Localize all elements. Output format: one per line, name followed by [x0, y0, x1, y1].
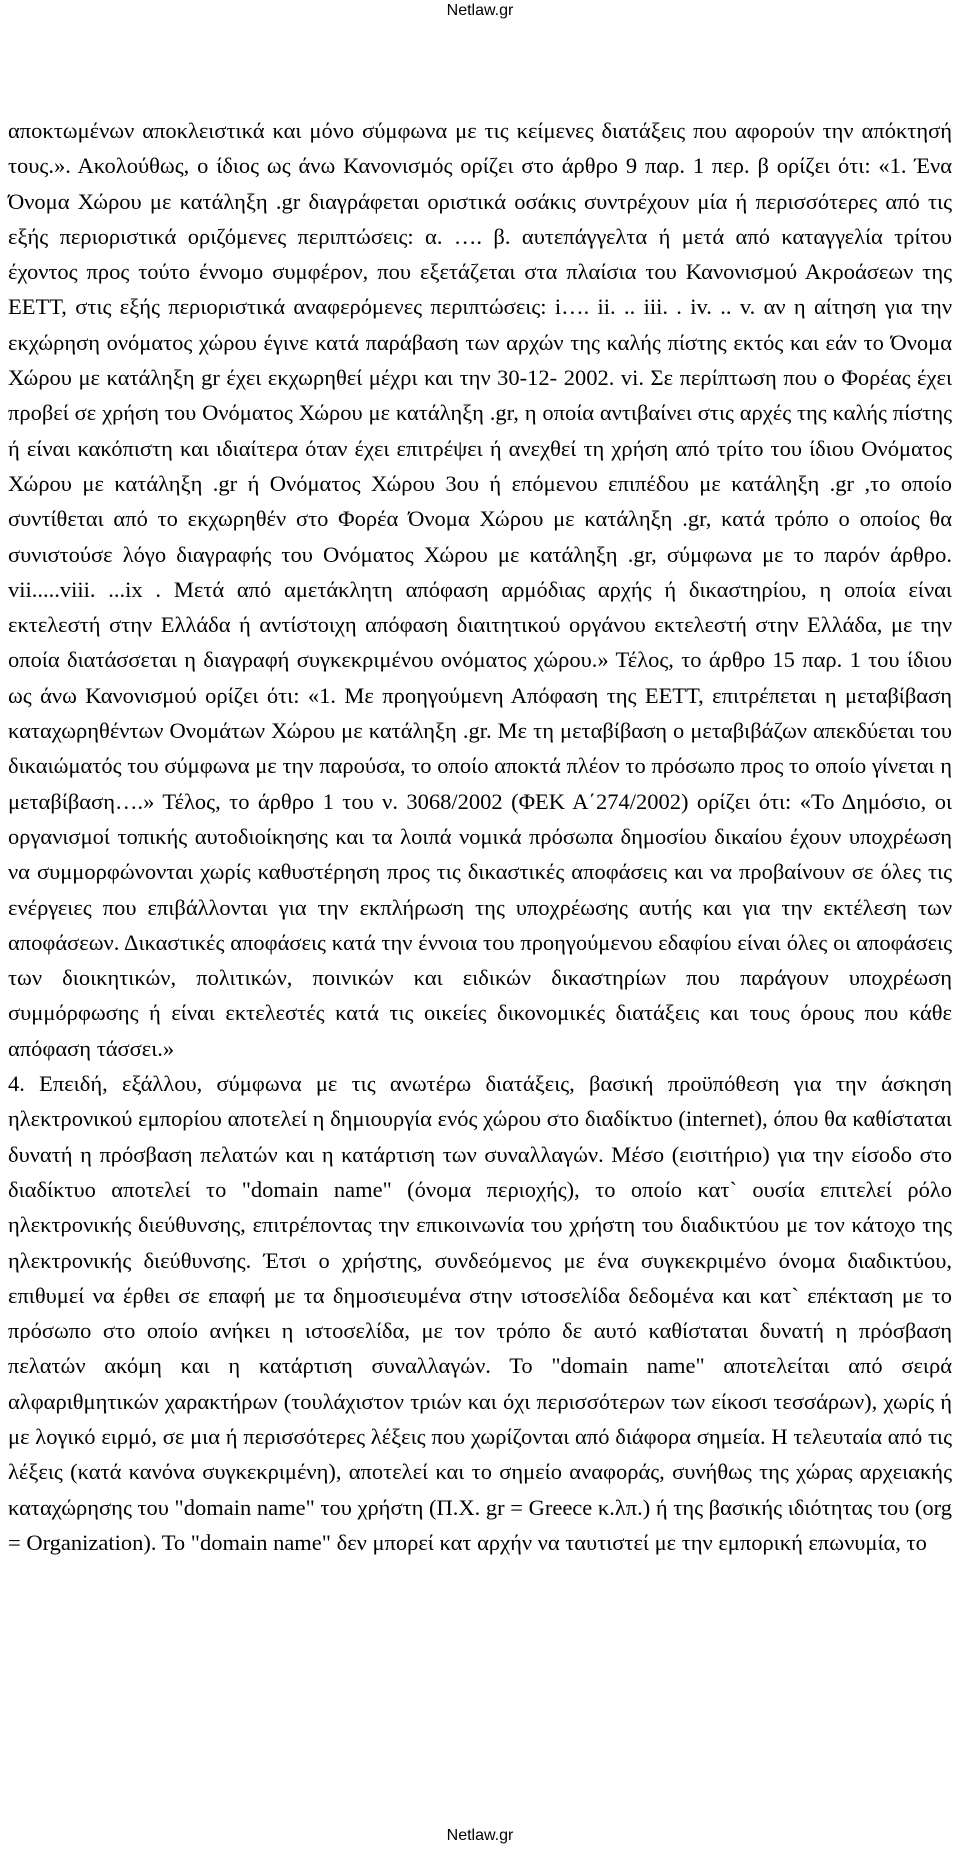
header-site-name: Netlaw.gr [446, 2, 514, 19]
document-body [8, 113, 952, 1560]
footer-site-name: Netlaw.gr [446, 1827, 514, 1844]
paragraph-legal-provisions: αποκτωμένων αποκλειστικά και μόνο σύμφωνα με τις κείμενες διατάξεις που αφορούν την απόκτησή τους.». Ακολούθως, ο ίδιος ως άνω Κανονισμός ορίζει στο άρθρο 9 παρ. 1 περ. β ορίζει ότι: «1. Ένα Όνομα Χώρου με κατάληξη .gr διαγράφεται οριστικά οσάκις συντρέχουν μία ή περισσότερες από τις εξής περιοριστικά οριζόμενες περιπτώσεις: α. …. β. αυτεπάγγελτα ή μετά από καταγγελία τρίτου έχοντος προς τούτο έννομο συμφέρον, που εξετάζεται στα πλαίσια του Κανονισμού Ακροάσεων της ΕΕΤΤ, στις εξής περιοριστικά αναφερόμενες περιπτώσεις: i…. ii. .. iii. . iv. .. v. αν η αίτηση για την εκχώρηση ονόματος χώρου έγινε κατά παράβαση των αρχών της καλής πίστης εκτός και εάν το Όνομα Χώρου με κατάληξη gr έχει εκχωρηθεί μέχρι και την 30-12- 2002. vi. Σε περίπτωση που ο Φορέας έχει προβεί σε χρήση του Ονόματος Χώρου με κατάληξη .gr, η οποία αντιβαίνει στις αρχές της καλής πίστης ή είναι κακόπιστη και ιδιαίτερα όταν έχει επιτρέψει ή ανεχθεί τη χρήση από τρίτο του ίδιου Ονόματος Χώρου με κατάληξη .gr ή Ονόματος Χώρου 3ου ή επόμενου επιπέδου με κατάληξη .gr ,το οποίο συντίθεται από το εκχωρηθέν στο Φορέα Όνομα Χώρου με κατάληξη .gr, κατά τρόπο ο οποίος θα συνιστούσε λόγο διαγραφής του Ονόματος Χώρου με κατάληξη .gr, σύμφωνα με το παρόν άρθρο. vii.....viii. ...ix . Μετά από αμετάκλητη απόφαση αρμόδιας αρχής ή δικαστηρίου, η οποία είναι εκτελεστή στην Ελλάδα ή αντίστοιχη απόφαση διαιτητικού οργάνου εκτελεστή στην Ελλάδα, με την οποία διατάσσεται η διαγραφή συγκεκριμένου ονόματος χώρου.» Τέλος, το άρθρο 15 παρ. 1 του ίδιου ως άνω Κανονισμού ορίζει ότι: «1. Με προηγούμενη Απόφαση της ΕΕΤΤ, επιτρέπεται η μεταβίβαση καταχωρηθέντων Ονομάτων Χώρου με κατάληξη .gr. Με τη μεταβίβαση ο μεταβιβάζων απεκδύεται του δικαιώματός του σύμφωνα με την παρούσα, το οποίο αποκτά πλέον το πρόσωπο προς το οποίο γίνεται η μεταβίβαση….» Τέλος, το άρθρο 1 του ν. 3068/2002 (ΦΕΚ Α΄274/2002) ορίζει ότι: «Το Δημόσιο, οι οργανισμοί τοπικής αυτοδιοίκησης και τα λοιπά νομικά πρόσωπα δημοσίου δικαίου έχουν υποχρέωση να συμμορφώνονται χωρίς καθυστέρηση προς τις δικαστικές αποφάσεις και να προβαίνουν σε όλες τις ενέργειες που επιβάλλονται για την εκπλήρωση της υποχρέωσης αυτής και για την εκτέλεση των αποφάσεων. Δικαστικές αποφάσεις κατά την έννοια του προηγούμενου εδαφίου είναι όλες οι αποφάσεις των διοικητικών, πολιτικών, ποινικών και ειδικών δικαστηρίων που παράγουν υποχρέωση συμμόρφωσης ή είναι εκτελεστές κατά τις οικείες δικονομικές διατάξεις και τους όρους που κάθε απόφαση τάσσει.» [8, 118, 953, 1061]
page-footer [0, 1827, 960, 1845]
paragraph-4-domain-names: 4. Επειδή, εξάλλου, σύμφωνα με τις ανωτέρω διατάξεις, βασική προϋπόθεση για την άσκηση ηλεκτρονικού εμπορίου αποτελεί η δημιουργία ενός χώρου στο διαδίκτυο (internet), όπου θα καθίσταται δυνατή η πρόσβαση πελατών και η κατάρτιση των συναλλαγών. Μέσο (εισιτήριο) για την είσοδο στο διαδίκτυο αποτελεί το "domain name" (όνομα περιοχής), το οποίο κατ` ουσία επιτελεί ρόλο ηλεκτρονικής διεύθυνσης, επιτρέποντας την επικοινωνία του χρήστη του διαδικτύου με τον κάτοχο της ηλεκτρονικής διεύθυνσης. Έτσι ο χρήστης, συνδεόμενος με ένα συγκεκριμένο όνομα διαδικτύου, επιθυμεί να έρθει σε επαφή με τα δημοσιευμένα στην ιστοσελίδα δεδομένα και κατ` επέκταση με το πρόσωπο στο οποίο ανήκει η ιστοσελίδα, με τον τρόπο δε αυτό καθίσταται δυνατή η πρόσβαση πελατών ακόμη και η κατάρτιση συναλλαγών. Το "domain name" αποτελείται από σειρά αλφαριθμητικών χαρακτήρων (τουλάχιστον τριών και όχι περισσότερων των είκοσι τεσσάρων), χωρίς ή με λογικό ειρμό, σε μια ή περισσότερες λέξεις που χωρίζονται από διάφορα σημεία. Η τελευταία από τις λέξεις (κατά κανόνα συγκεκριμένη), αποτελεί και το σημείο αναφοράς, συνήθως της χώρας αρχειακής καταχώρησης του "domain name" του χρήστη (Π.Χ. gr = Greece κ.λπ.) ή της βασικής ιδιότητας του (org = Organization). Το "domain name" δεν μπορεί κατ αρχήν να ταυτιστεί με την εμπορική επωνυμία, το [8, 1071, 952, 1555]
page-header [0, 2, 960, 20]
